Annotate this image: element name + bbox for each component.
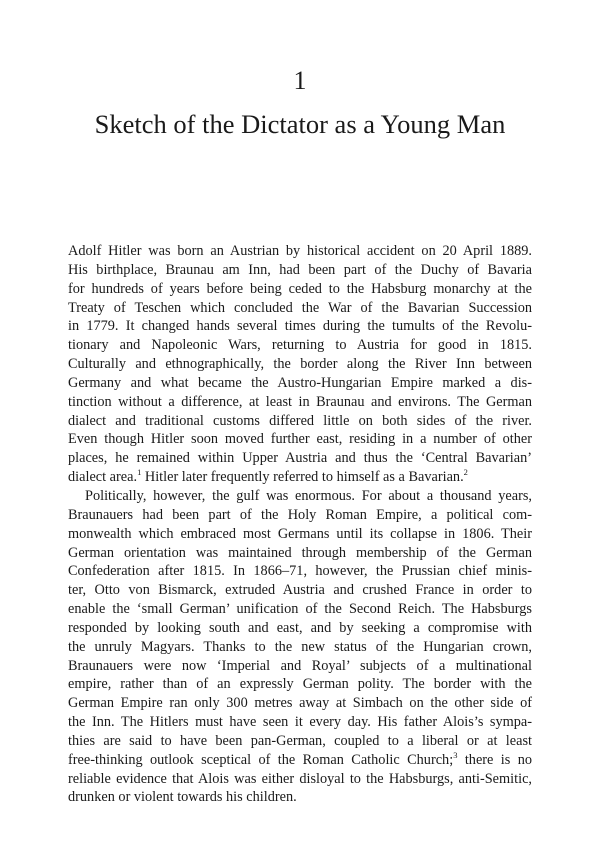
text-line: Adolf Hitler was born an Austrian by historical accident on 20 April 1889. (68, 243, 532, 259)
text-line: dialect and traditional customs differed little on both sides of the river. (68, 412, 532, 429)
text-line: Politically, however, the gulf was enormous. For about a thousand years, (85, 487, 532, 504)
text-line: ter, Otto von Bismarck, extruded Austria and crushed France in order to (68, 582, 532, 599)
body-text (68, 242, 532, 807)
chapter-number: 1 (293, 66, 307, 95)
text-line: German Empire ran only 300 metres away at Simbach on the other side of (68, 695, 532, 712)
text-line: Braunauers had been part of the Holy Roman Empire, a political com- (68, 506, 532, 523)
paragraph-1 (68, 242, 532, 487)
text-line: responded by looking south and east, and by seeking a compromise with (68, 619, 532, 636)
text-line: the Inn. The Hitlers must have seen it every day. His father Alois’s sympa- (68, 714, 532, 731)
footnote-marker[interactable]: 2 (463, 467, 468, 478)
text-line: reliable evidence that Alois was either disloyal to the Habsburgs, anti-Semitic, (68, 770, 532, 787)
footnote-marker[interactable]: 1 (137, 467, 142, 478)
text-line: Treaty of Teschen which concluded the War of the Bavarian Succession (68, 299, 532, 316)
text-line: Braunauers were now ‘Imperial and Royal’ subjects of a multinational (68, 657, 532, 674)
text-line: for hundreds of years before being ceded to the Habsburg monarchy at the (68, 280, 532, 297)
line-text: Hitler later frequently referred to himself as a Bavarian. (141, 469, 464, 486)
text-line: places, he remained within Upper Austria and thus the ‘Central Bavarian’ (68, 450, 532, 467)
line-text: free-thinking outlook sceptical of the Roman Catholic Church; (68, 751, 454, 768)
text-line (68, 751, 532, 770)
text-line: Germany and what became the Austro-Hungarian Empire marked a dis- (68, 374, 532, 391)
text-line: drunken or violent towards his children. (68, 789, 297, 806)
line-text: there is no (457, 751, 532, 768)
chapter-title: Sketch of the Dictator as a Young Man (94, 109, 506, 139)
text-line (68, 468, 532, 487)
text-line: tinction without a difference, at least in Braunau and environs. The German (68, 393, 532, 410)
text-line: monwealth which embraced most Germans until its collapse in 1806. Their (68, 525, 532, 542)
text-line: thies are said to have been pan-German, coupled to a liberal or at least (68, 732, 532, 749)
text-line: Confederation after 1815. In 1866–71, however, the Prussian chief minis- (68, 563, 532, 580)
text-line: Even though Hitler soon moved further east, residing in a number of other (68, 431, 532, 448)
paragraph-2 (68, 487, 532, 807)
text-line: in 1779. It changed hands several times during the tumults of the Revolu- (68, 318, 532, 335)
text-line: enable the ‘small German’ unification of the Second Reich. The Habsburgs (68, 601, 532, 618)
line-text: dialect area. (68, 469, 138, 486)
text-line: Culturally and ethnographically, the border along the River Inn between (68, 356, 532, 373)
text-line: German orientation was maintained through membership of the German (68, 544, 532, 561)
text-line: empire, rather than of an expressly German polity. The border with the (68, 676, 532, 693)
footnote-marker[interactable]: 3 (453, 749, 458, 760)
text-line: His birthplace, Braunau am Inn, had been part of the Duchy of Bavaria (68, 261, 532, 278)
text-line: tionary and Napoleonic Wars, returning to Austria for good in 1815. (68, 337, 532, 354)
text-line: the unruly Magyars. Thanks to the new status of the Hungarian crown, (68, 638, 532, 655)
